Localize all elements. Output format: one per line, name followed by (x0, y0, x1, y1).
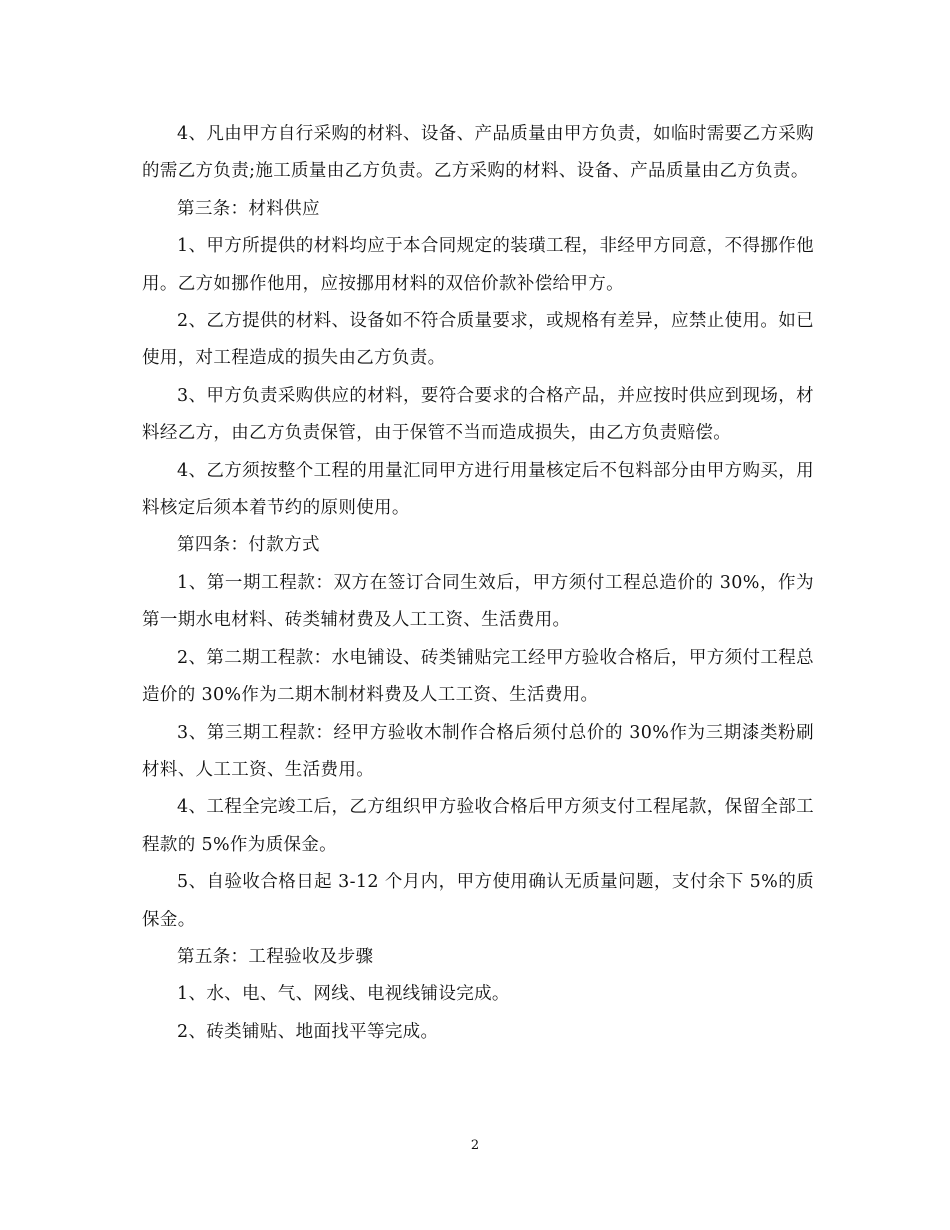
paragraph-7: 2、第二期工程款：水电铺设、砖类铺贴完工经甲方验收合格后，甲方须付工程总造价的 30%作为二期木制材料费及人工工资、生活费用。 (142, 647, 814, 706)
page-number: 2 (470, 1138, 480, 1153)
section-heading-3: 第三条：材料供应 (177, 198, 320, 219)
section-heading-5: 第五条：工程验收及步骤 (177, 946, 374, 967)
paragraph-9: 4、工程全完竣工后，乙方组织甲方验收合格后甲方须支付工程尾款，保留全部工程款的 5%作为质保金。 (142, 797, 814, 855)
paragraph-3: 2、乙方提供的材料、设备如不符合质量要求，或规格有差异，应禁止使用。如已使用，对工程造成的损失由乙方负责。 (142, 311, 814, 369)
section-heading-4: 第四条：付款方式 (177, 535, 320, 556)
paragraph-12: 2、砖类铺贴、地面找平等完成。 (177, 1021, 439, 1042)
document-body (142, 116, 814, 1051)
paragraph-11: 1、水、电、气、网线、电视线铺设完成。 (177, 984, 510, 1005)
paragraph-5: 4、乙方须按整个工程的用量汇同甲方进行用量核定后不包料部分由甲方购买，用料核定后须本着节约的原则使用。 (142, 460, 814, 519)
paragraph-6: 1、第一期工程款：双方在签订合同生效后，甲方须付工程总造价的 30%，作为第一期水电材料、砖类辅材费及人工工资、生活费用。 (142, 572, 814, 631)
paragraph-8: 3、第三期工程款：经甲方验收木制作合格后须付总价的 30%作为三期漆类粉刷材料、人工工资、生活费用。 (142, 722, 814, 780)
paragraph-4: 3、甲方负责采购供应的材料，要符合要求的合格产品，并应按时供应到现场，材料经乙方，由乙方负责保管，由于保管不当而造成损失，由乙方负责赔偿。 (142, 385, 814, 444)
paragraph-10: 5、自验收合格日起 3-12 个月内，甲方使用确认无质量问题，支付余下 5%的质保金。 (142, 872, 814, 930)
paragraph-1: 4、凡由甲方自行采购的材料、设备、产品质量由甲方负责，如临时需要乙方采购的需乙方负责;施工质量由乙方负责。乙方采购的材料、设备、产品质量由乙方负责。 (142, 124, 814, 182)
paragraph-2: 1、甲方所提供的材料均应于本合同规定的装璜工程，非经甲方同意，不得挪作他用。乙方如挪作他用，应按挪用材料的双倍价款补偿给甲方。 (142, 236, 814, 294)
